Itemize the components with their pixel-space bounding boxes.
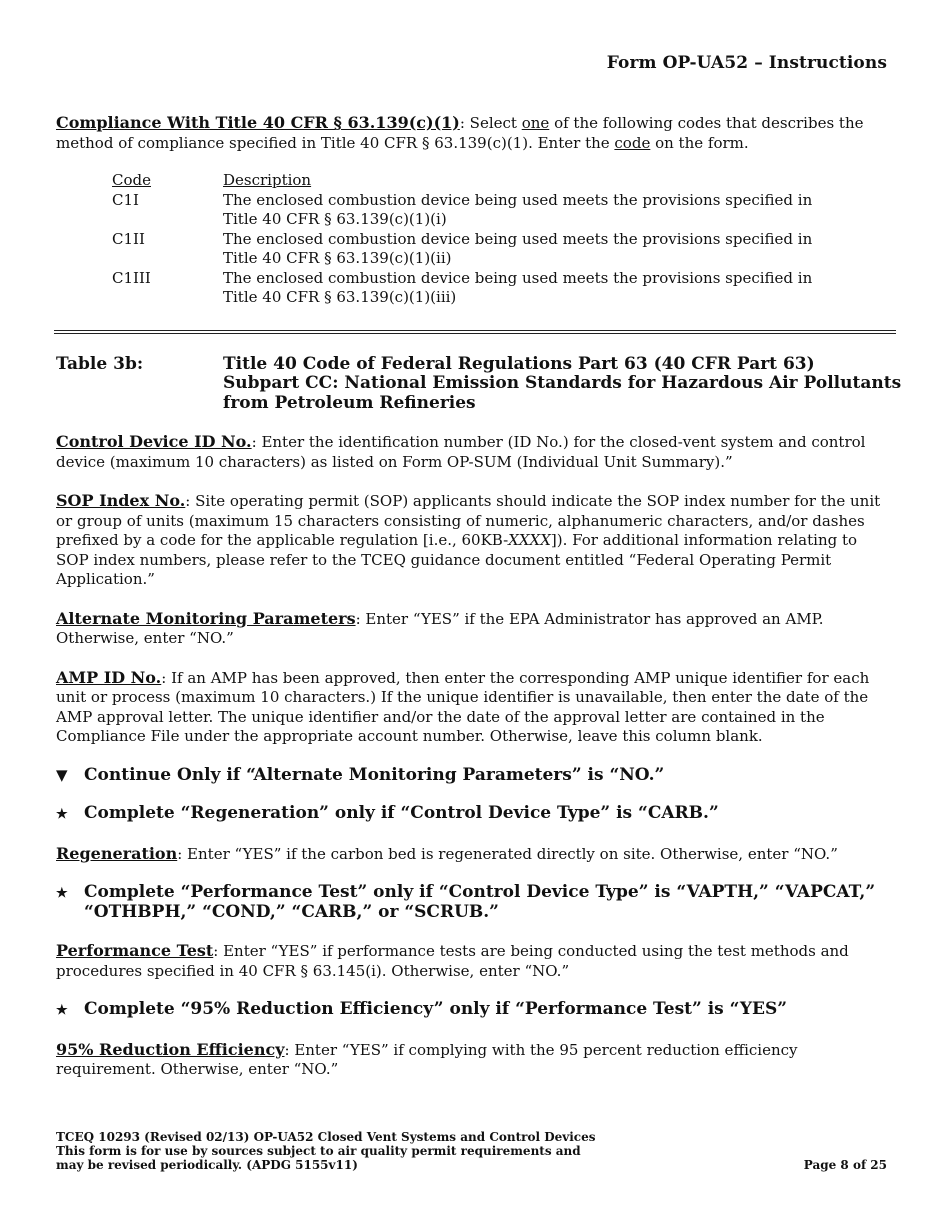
compliance-code-table — [112, 171, 823, 308]
code-cell: C1II — [112, 229, 145, 248]
reduction-efficiency-term: 95% Reduction Efficiency — [56, 1039, 285, 1059]
form-title: Form OP-UA52 – Instructions — [606, 53, 887, 73]
compliance-paragraph — [56, 113, 894, 153]
star-icon: ★ — [56, 1003, 68, 1018]
condition-text: Complete “95% Reduction Efficiency” only if “Performance Test” is “YES” — [84, 999, 788, 1019]
compliance-text-code: code — [614, 133, 651, 152]
table-3b-heading — [56, 353, 902, 414]
reduction-condition — [56, 1000, 894, 1021]
description-column-header: Description — [223, 171, 312, 189]
table-3b-title-line: Subpart CC: National Emission Standards for Hazardous Air Pollutants — [223, 373, 902, 393]
condition-text: Complete “Regeneration” only if “Control Device Type” is “CARB.” — [84, 803, 719, 823]
sop-index-term: SOP Index No. — [56, 491, 186, 510]
table-row — [112, 191, 823, 230]
regeneration-text: : Enter “YES” if the carbon bed is regenerated directly on site. Otherwise, enter “NO.” — [177, 844, 838, 863]
footer-form-info — [56, 1130, 595, 1172]
sop-index-paragraph — [56, 491, 894, 590]
footer-line: This form is for use by sources subject to air quality permit requirements and — [56, 1144, 581, 1158]
description-cell — [223, 191, 823, 230]
condition-text: Continue Only if “Alternate Monitoring Parameters” is “NO.” — [84, 764, 665, 785]
description-line: Title 40 CFR § 63.139(c)(1)(ii) — [223, 249, 452, 267]
amp-id-term: AMP ID No. — [56, 667, 162, 687]
star-icon: ★ — [56, 886, 68, 901]
reduction-efficiency-text: : Enter “YES” if complying with the 95 percent reduction efficiency requirement. Otherwise, enter “NO.” — [56, 1040, 798, 1078]
code-cell: C1I — [112, 190, 139, 209]
page-number: Page 8 of 25 — [803, 1158, 887, 1172]
regeneration-condition — [56, 804, 894, 825]
table-3b-label: Table 3b: — [56, 353, 144, 374]
table-row — [112, 269, 823, 308]
triangle-down-icon: ▼ — [56, 765, 68, 784]
table-row — [112, 230, 823, 269]
continue-condition — [56, 766, 894, 786]
description-cell — [223, 269, 823, 308]
footer-line: may be revised periodically. (APDG 5155v11) — [56, 1158, 358, 1172]
performance-test-text: : Enter “YES” if performance tests are being conducted using the test methods and procedures specified in 40 CFR § 63.145(i). Otherwise, enter “NO.” — [56, 942, 849, 980]
description-line: The enclosed combustion device being used meets the provisions specified in — [223, 268, 813, 287]
condition-text: Complete “Performance Test” only if “Control Device Type” is “VAPTH,” “VAPCAT,” “OTHBPH,” “COND,” “CARB,” or “SCRUB.” — [84, 882, 876, 922]
compliance-section — [56, 113, 894, 308]
compliance-text-2: of the following codes that describes the method of compliance specified in Title 40 CFR § 63.139(c)(1). Enter the — [56, 114, 864, 152]
compliance-text-one: one — [521, 114, 550, 132]
control-device-paragraph — [56, 432, 894, 472]
performance-condition — [56, 883, 894, 922]
alt-monitoring-paragraph — [56, 609, 894, 649]
description-line: Title 40 CFR § 63.139(c)(1)(iii) — [223, 288, 457, 306]
description-line: Title 40 CFR § 63.139(c)(1)(i) — [223, 210, 447, 228]
compliance-text-3: on the form. — [650, 133, 749, 152]
alt-monitoring-text: : Enter “YES” if the EPA Administrator has approved an AMP. Otherwise, enter “NO.” — [56, 609, 824, 647]
performance-test-paragraph — [56, 941, 894, 981]
control-device-text: : Enter the identification number (ID No.) for the closed-vent system and control device (maximum 10 characters) as listed on Form OP-SUM (Individual Unit Summary).” — [56, 433, 866, 471]
description-line: The enclosed combustion device being used meets the provisions specified in — [223, 190, 813, 209]
code-column-header: Code — [112, 171, 151, 189]
amp-id-text: : If an AMP has been approved, then enter the corresponding AMP unique identifier for each unit or process (maximum 10 characters.) If the unique identifier is unavailable, then enter the date of the AMP approval letter. The unique identifier and/or the date of the approval letter are contained in the Compliance File under the appropriate account number. Otherwise, leave this column blank. — [56, 668, 870, 745]
amp-id-paragraph — [56, 668, 894, 747]
star-icon: ★ — [56, 807, 68, 822]
performance-test-term: Performance Test — [56, 941, 214, 960]
regeneration-paragraph — [56, 844, 894, 865]
alt-monitoring-term: Alternate Monitoring Parameters — [56, 608, 356, 628]
code-cell: C1III — [112, 268, 151, 287]
description-line: The enclosed combustion device being used meets the provisions specified in — [223, 229, 813, 248]
sop-index-placeholder: XXXX — [508, 531, 551, 549]
sop-index-text-1: : Site operating permit (SOP) applicants should indicate the SOP index number for the unit or group of units (maximum 15 characters consisting of numeric, alphanumeric characters, and/or dashes prefixed by a code for the applicable regulation [i.e., 60KB- — [56, 492, 881, 549]
table-3b-title-line: from Petroleum Refineries — [223, 392, 476, 413]
control-device-term: Control Device ID No. — [56, 432, 252, 451]
field-instructions — [56, 432, 894, 1080]
table-3b-title — [223, 355, 901, 414]
code-table-header — [112, 171, 823, 191]
section-divider — [54, 330, 896, 334]
footer-line: TCEQ 10293 (Revised 02/13) OP-UA52 Closed Vent Systems and Control Devices — [56, 1130, 596, 1144]
table-3b-title-line: Title 40 Code of Federal Regulations Part 63 (40 CFR Part 63) — [223, 353, 815, 374]
description-cell — [223, 230, 823, 269]
instructions-content — [56, 113, 902, 1099]
regeneration-term: Regeneration — [56, 843, 178, 863]
sop-index-text-2: ]). For additional information relating to SOP index numbers, please refer to the TCEQ guidance document entitled “Federal Operating Permit Application.” — [56, 531, 858, 588]
reduction-efficiency-paragraph — [56, 1040, 894, 1080]
compliance-text-1: : Select — [459, 114, 522, 132]
compliance-term: Compliance With Title 40 CFR § 63.139(c)(1) — [56, 113, 460, 132]
